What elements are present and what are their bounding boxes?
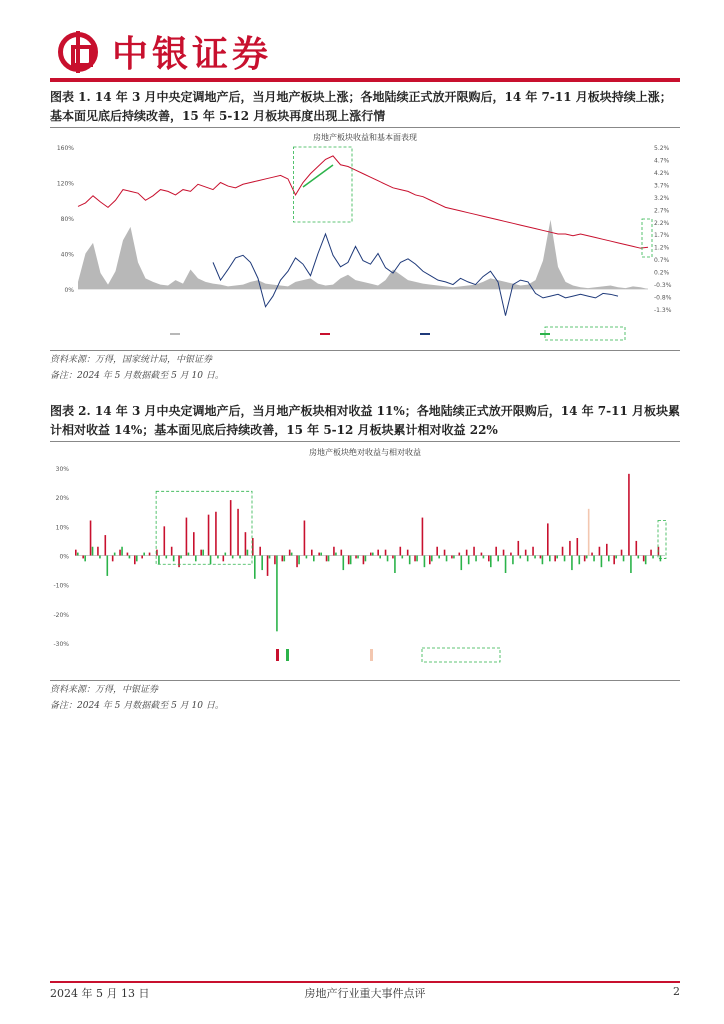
chart1-arrow	[303, 165, 333, 187]
chart2-bar	[90, 521, 92, 556]
chart2-bar	[363, 556, 365, 565]
chart2-bar	[173, 556, 175, 562]
chart2-bar	[239, 556, 241, 559]
chart2-legend-box	[422, 648, 500, 662]
chart2-legend-swatch-salmon	[370, 649, 373, 661]
chart2-ytick: 30%	[55, 466, 69, 473]
chart2-bar	[586, 556, 588, 559]
fig2-source: 资料来源：万得，中银证券	[50, 685, 159, 695]
chart2-bar	[400, 547, 402, 556]
chart2-bar	[298, 556, 300, 565]
chart2-bar	[518, 541, 520, 556]
chart2-bar	[387, 556, 389, 562]
chart2-ytick: -20%	[53, 611, 69, 619]
chart2-bar	[645, 556, 647, 565]
chart2-bar	[593, 556, 595, 562]
chart1-ytick-right: -1.3%	[654, 307, 672, 314]
chart1-ytick-right: -0.3%	[654, 282, 672, 290]
chart2-bar	[328, 556, 330, 562]
chart2-bar	[556, 556, 558, 559]
chart2-bar	[377, 550, 379, 556]
chart2-ytick: 20%	[55, 495, 69, 503]
chart2-bar	[193, 532, 195, 555]
chart2-bar	[473, 547, 475, 556]
chart2-bar	[424, 556, 426, 568]
chart1-series-gray-area	[78, 220, 648, 289]
chart2-bar	[269, 556, 271, 559]
chart2-bar	[245, 532, 247, 555]
chart2-bar	[311, 550, 313, 556]
chart1-ytick-left: 40%	[60, 251, 74, 259]
chart2-bar	[210, 556, 212, 565]
chart2-bar	[532, 547, 534, 556]
fig1-title: 图表 1. 14 年 3 月中央定调地产后，当月地产板块上涨；各地陆续正式放开限购后，14 年 7-11 月板块持续上涨；基本面见底后持续改善，15 年 5-12 月板块再度出现上涨行情	[50, 90, 672, 123]
chart2-bar	[200, 550, 202, 556]
chart1-ytick-right: 1.7%	[654, 232, 670, 240]
chart2-bar	[267, 556, 269, 576]
chart2-bar	[444, 550, 446, 556]
chart2-bar	[451, 556, 453, 559]
chart2-bar	[158, 556, 160, 565]
fig1-source: 资料来源：万得，国家统计局，中银证券	[50, 355, 213, 365]
chart2-legend-swatch-red	[276, 649, 279, 661]
chart1-highlight-box-end	[642, 219, 652, 257]
chart2-bar	[195, 556, 197, 562]
chart2-bar	[409, 556, 411, 565]
chart1-ytick-left: 0%	[64, 287, 74, 294]
chart2-bar	[261, 556, 263, 571]
chart2-bar	[75, 550, 77, 556]
chart2-bar	[591, 553, 593, 556]
chart1-ytick-right: 4.7%	[654, 157, 670, 165]
chart1-legend-box	[545, 327, 625, 340]
chart2-bar	[638, 556, 640, 559]
chart2-bar	[77, 553, 79, 556]
chart2-bar	[318, 553, 320, 556]
chart2-bar	[313, 556, 315, 562]
chart2-bar	[481, 553, 483, 556]
chart2-bar	[215, 512, 217, 556]
chart2-bar	[584, 556, 586, 562]
fig2-chart	[50, 443, 680, 678]
chart1-ytick-right: 0.7%	[654, 257, 670, 265]
chart2-bar	[121, 547, 123, 556]
chart2-bar	[407, 550, 409, 556]
chart2-bar	[99, 556, 101, 559]
chart2-bar	[490, 556, 492, 568]
chart2-bar	[141, 556, 143, 559]
chart2-bar	[394, 556, 396, 574]
chart2-bar	[453, 556, 455, 559]
chart2-bar	[202, 550, 204, 556]
chart2-bar	[402, 556, 404, 559]
chart2-bar	[188, 553, 190, 556]
chart1-title: 房地产板块收益和基本面表现	[313, 133, 417, 142]
chart2-bar	[350, 556, 352, 565]
chart2-bar	[284, 556, 286, 562]
chart2-bar	[370, 553, 372, 556]
chart2-bar	[468, 556, 470, 565]
fig1-rule-top	[50, 127, 680, 128]
chart1-ytick-right: 2.7%	[654, 207, 670, 215]
chart2-bar	[643, 556, 645, 562]
chart2-bar	[178, 556, 180, 568]
chart2-bar	[320, 553, 322, 556]
fig2-title: 图表 2. 14 年 3 月中央定调地产后，当月地产板块相对收益 11%；各地陆续正式放开限购后，14 年 7-11 月板块累计相对收益 14%；基本面见底后持续改善，15 年 5-12 月板块累计相对收益 22%	[50, 404, 681, 437]
chart2-ytick: 0%	[59, 553, 69, 561]
chart2-bar	[296, 556, 298, 568]
chart2-bar	[416, 556, 418, 562]
chart2-bar	[554, 556, 556, 562]
chart2-bar	[414, 556, 416, 562]
chart2-bar	[186, 518, 188, 556]
chart2-bar	[542, 556, 544, 565]
chart2-bar	[564, 556, 566, 562]
chart2-bar	[259, 547, 261, 556]
chart2-bar	[306, 556, 308, 559]
footer-rule	[50, 981, 680, 983]
chart2-bar	[217, 556, 219, 559]
chart2-bar	[333, 547, 335, 556]
fig2-rule-top	[50, 441, 680, 442]
chart2-bar	[475, 556, 477, 562]
footer-page-number: 2	[673, 985, 680, 998]
chart2-bar	[461, 556, 463, 571]
chart2-bar	[164, 526, 166, 555]
chart2-bar	[601, 556, 603, 568]
chart2-bar	[577, 538, 579, 556]
chart2-bar	[392, 556, 394, 559]
chart2-bar	[348, 556, 350, 565]
chart2-bar	[446, 556, 448, 562]
chart2-bar	[534, 556, 536, 559]
chart2-title: 房地产板块绝对收益与相对收益	[309, 448, 421, 457]
chart2-bar	[274, 556, 276, 565]
fig2-note: 备注：2024 年 5 月数据截至 5 月 10 日。	[50, 701, 224, 711]
chart1-ytick-right: -0.8%	[654, 294, 672, 302]
chart2-bar	[483, 556, 485, 559]
chart2-ytick: 10%	[55, 524, 69, 532]
footer-report-name: 房地产行业重大事件点评	[304, 987, 426, 1000]
chart2-bar	[357, 556, 359, 559]
chart2-bar	[343, 556, 345, 571]
chart2-bar	[92, 547, 94, 556]
chart2-bar	[497, 556, 499, 562]
chart2-bar	[372, 553, 374, 556]
chart2-bar	[291, 553, 293, 556]
chart2-bar	[652, 556, 654, 559]
chart2-bar	[569, 541, 571, 556]
chart2-bar	[180, 556, 182, 559]
chart2-bar	[225, 553, 227, 556]
chart2-bar	[579, 556, 581, 565]
chart2-bar	[510, 553, 512, 556]
chart2-bar	[114, 553, 116, 556]
chart2-bar	[613, 556, 615, 565]
chart2-bar	[379, 556, 381, 559]
chart2-bar	[289, 550, 291, 556]
footer-date: 2024 年 5 月 13 日	[50, 987, 150, 1000]
chart1-ytick-right: 3.2%	[654, 194, 670, 202]
chart1-ytick-right: 0.2%	[654, 269, 670, 277]
chart2-bar	[129, 556, 131, 559]
chart2-bar	[650, 550, 652, 556]
chart2-bar	[335, 553, 337, 556]
fig1-rule-bottom	[50, 350, 680, 351]
chart2-bar	[112, 556, 114, 562]
chart1-ytick-right: 3.7%	[654, 182, 670, 190]
chart2-bar	[615, 556, 617, 559]
chart2-bar	[429, 556, 431, 565]
chart2-bar	[355, 556, 357, 559]
chart1-ytick-right: 4.2%	[654, 169, 670, 177]
chart2-bar	[105, 535, 107, 555]
chart2-bar	[166, 556, 168, 559]
chart2-bar	[599, 547, 601, 556]
chart2-bar	[254, 556, 256, 579]
fig2-rule-bottom	[50, 680, 680, 681]
chart2-bar	[630, 556, 632, 574]
chart2-bar	[571, 556, 573, 571]
chart1-ytick-right: 5.2%	[654, 145, 670, 152]
chart2-ytick: -10%	[53, 582, 69, 590]
chart2-bar	[512, 556, 514, 565]
chart2-bar	[230, 500, 232, 555]
chart2-bar	[525, 550, 527, 556]
boc-logo-icon	[58, 32, 98, 72]
chart1-ytick-left: 120%	[56, 180, 74, 188]
chart2-bar	[562, 547, 564, 556]
chart2-bar	[436, 547, 438, 556]
chart2-legend-swatch-green	[286, 649, 289, 661]
chart1-ytick-left: 80%	[60, 216, 74, 223]
brand-name: 中银证券	[112, 34, 273, 75]
boc-logo	[58, 26, 272, 77]
chart2-bar	[503, 550, 505, 556]
chart2-ytick: -30%	[53, 641, 69, 648]
chart2-bar	[459, 553, 461, 556]
chart2-bar	[636, 541, 638, 556]
chart1-series-red-line	[78, 156, 648, 248]
chart2-bar	[107, 556, 109, 576]
chart2-bar	[385, 550, 387, 556]
page-header	[0, 0, 724, 82]
chart2-bar	[431, 556, 433, 562]
chart2-bar	[505, 556, 507, 574]
chart2-bar	[488, 556, 490, 562]
chart2-bar	[143, 553, 145, 556]
chart2-bar	[527, 556, 529, 562]
chart2-bar	[232, 556, 234, 559]
fig1-note: 备注：2024 年 5 月数据截至 5 月 10 日。	[50, 371, 224, 381]
chart2-bar	[608, 556, 610, 562]
chart2-bar	[119, 550, 121, 556]
chart2-bar	[136, 556, 138, 562]
chart2-bar	[247, 550, 249, 556]
chart1-ytick-right: 2.2%	[654, 219, 670, 227]
chart2-bar	[171, 547, 173, 556]
chart2-bar	[438, 556, 440, 559]
chart2-bar	[326, 556, 328, 562]
chart2-bar	[540, 556, 542, 559]
chart2-bar	[495, 547, 497, 556]
chart2-bar	[547, 523, 549, 555]
chart2-bar	[341, 550, 343, 556]
chart2-bar	[466, 550, 468, 556]
chart2-bar	[237, 509, 239, 556]
chart2-bar	[588, 509, 590, 556]
chart2-bar	[623, 556, 625, 562]
chart2-bar	[97, 547, 99, 556]
chart2-bar	[282, 556, 284, 562]
chart2-bar	[127, 553, 129, 556]
chart2-bar	[365, 556, 367, 562]
chart2-bar	[628, 474, 630, 556]
chart2-bar	[149, 553, 151, 556]
chart2-bar	[84, 556, 86, 562]
chart2-bar	[82, 556, 84, 559]
fig1-chart	[50, 129, 680, 349]
chart2-bar	[304, 521, 306, 556]
chart2-bar	[276, 556, 278, 632]
chart2-bar	[208, 515, 210, 556]
chart2-bar	[422, 518, 424, 556]
chart2-bar	[606, 544, 608, 556]
chart2-bar	[549, 556, 551, 562]
chart1-ytick-left: 160%	[56, 145, 74, 152]
chart1-ytick-right: 1.2%	[654, 244, 670, 252]
header-rule	[50, 78, 680, 82]
chart2-bar	[223, 556, 225, 562]
chart2-bar	[520, 556, 522, 559]
chart2-bar	[621, 550, 623, 556]
chart2-bar	[134, 556, 136, 565]
